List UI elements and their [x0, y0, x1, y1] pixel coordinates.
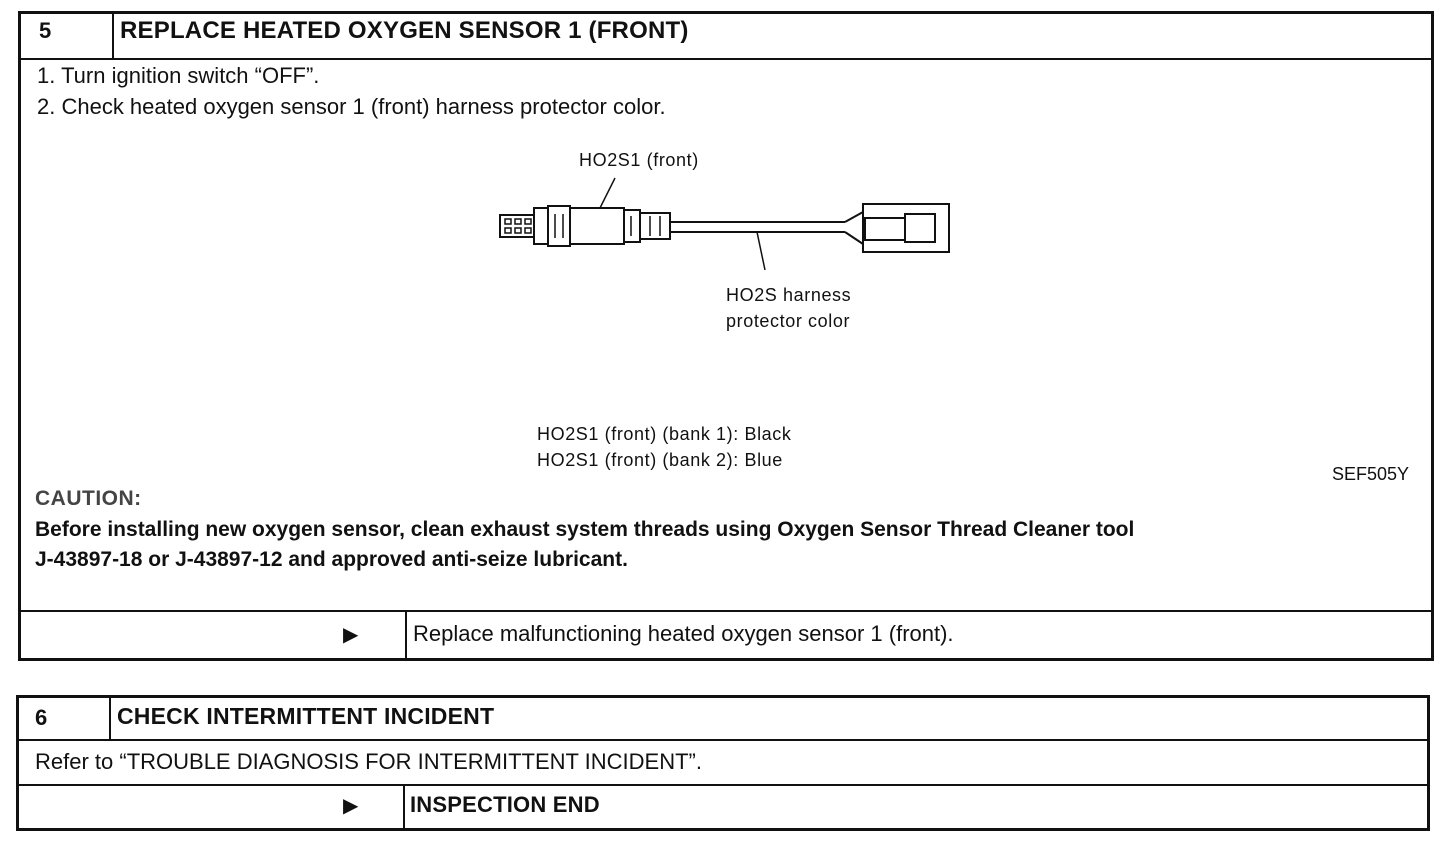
step-6-number: 6	[35, 705, 48, 730]
step-6-result-divider	[19, 784, 1427, 786]
step-6-number-divider	[109, 698, 111, 739]
bank-1-color: HO2S1 (front) (bank 1): Black	[537, 424, 792, 444]
figure-code: SEF505Y	[1332, 464, 1410, 484]
oxygen-sensor-diagram	[495, 170, 975, 290]
right-triangle-icon: ▶	[343, 624, 359, 646]
step-5-title: REPLACE HEATED OXYGEN SENSOR 1 (FRONT)	[120, 17, 689, 44]
step-6-title: CHECK INTERMITTENT INCIDENT	[117, 703, 495, 729]
harness-label-line-2: protector color	[726, 311, 851, 331]
harness-label-line-1: HO2S harness	[726, 285, 852, 305]
step-5-result-divider	[21, 610, 1431, 612]
instruction-2: 2. Check heated oxygen sensor 1 (front) harness protector color.	[37, 94, 666, 119]
step-5-number: 5	[39, 18, 52, 43]
bank-2-color: HO2S1 (front) (bank 2): Blue	[537, 450, 783, 470]
step-6-instruction: Refer to “TROUBLE DIAGNOSIS FOR INTERMITTENT INCIDENT”.	[35, 749, 702, 774]
right-triangle-icon: ▶	[343, 795, 359, 817]
step-6-header-divider	[19, 739, 1427, 741]
sensor-label: HO2S1 (front)	[579, 150, 699, 170]
step-6-result-vdivider	[403, 784, 405, 828]
instruction-1: 1. Turn ignition switch “OFF”.	[37, 63, 320, 88]
caution-text-line-1: Before installing new oxygen sensor, clean exhaust system threads using Oxygen Sensor Thread Cleaner tool	[35, 518, 1135, 541]
caution-heading: CAUTION:	[35, 487, 142, 510]
caution-text-line-2: J-43897-18 or J-43897-12 and approved anti-seize lubricant.	[35, 548, 628, 571]
step-5-header-divider	[21, 58, 1431, 60]
step-5-result-vdivider	[405, 610, 407, 658]
step-5-number-divider	[112, 14, 114, 58]
step-5-result: Replace malfunctioning heated oxygen sensor 1 (front).	[413, 621, 954, 646]
step-6-result: INSPECTION END	[410, 792, 600, 817]
